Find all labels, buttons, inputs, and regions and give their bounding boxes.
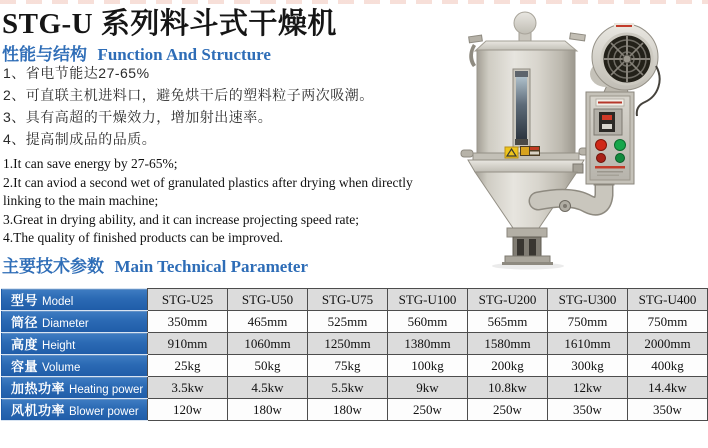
table-cell: 200kg <box>468 355 548 377</box>
temperature-display <box>594 109 622 135</box>
function-heading-en: Function And Structure <box>97 45 271 64</box>
function-list-zh <box>3 62 374 150</box>
table-cell: 350w <box>628 399 708 421</box>
table-row <box>2 311 708 333</box>
table-cell: STG-U75 <box>308 289 388 311</box>
table-cell: 250w <box>388 399 468 421</box>
parameter-section-heading <box>2 252 308 277</box>
hopper-dryer-illustration <box>428 0 708 272</box>
lid-knob <box>514 12 536 44</box>
table-cell: 565mm <box>468 311 548 333</box>
table-cell: 1250mm <box>308 333 388 355</box>
table-cell: 9kw <box>388 377 468 399</box>
table-cell: 1610mm <box>548 333 628 355</box>
outlet-base <box>502 228 553 265</box>
table-cell: 100kg <box>388 355 468 377</box>
green-button <box>615 140 626 151</box>
table-cell: STG-U50 <box>228 289 308 311</box>
list-item: 3.Great in drying ability, and it can increase projecting speed rate; <box>3 211 359 227</box>
product-photo <box>428 0 708 272</box>
table-cell: 75kg <box>308 355 388 377</box>
parameter-table-body <box>2 289 708 421</box>
sight-glass-window <box>513 69 530 147</box>
table-cell: STG-U300 <box>548 289 628 311</box>
table-cell: 2000mm <box>628 333 708 355</box>
table-row <box>2 289 708 311</box>
table-row <box>2 355 708 377</box>
table-cell: 750mm <box>628 311 708 333</box>
table-cell: 560mm <box>388 311 468 333</box>
table-cell: STG-U400 <box>628 289 708 311</box>
parameter-heading-zh: 主要技术参数 <box>2 257 104 276</box>
table-cell: STG-U25 <box>148 289 228 311</box>
parameter-table <box>1 288 708 421</box>
table-cell: 120w <box>148 399 228 421</box>
list-item: 1、省电节能达27-65% <box>3 65 150 81</box>
function-list-en <box>3 155 435 248</box>
table-row <box>2 399 708 421</box>
page-title: STG-U 系列料斗式干燥机 <box>2 8 337 40</box>
table-cell: 350w <box>548 399 628 421</box>
table-cell: 1580mm <box>468 333 548 355</box>
table-cell: STG-U200 <box>468 289 548 311</box>
parameter-heading-en: Main Technical Parameter <box>114 257 309 276</box>
table-cell: 250w <box>468 399 548 421</box>
list-item: 2、可直联主机进料口，避免烘干后的塑料粒子两次吸潮。 <box>3 87 374 103</box>
table-cell: 525mm <box>308 311 388 333</box>
table-cell: 5.5kw <box>308 377 388 399</box>
row-label: 加热功率 Heating power <box>2 377 148 399</box>
list-item: 4.The quality of finished products can be improved. <box>3 230 284 245</box>
table-cell: 14.4kw <box>628 377 708 399</box>
table-row <box>2 333 708 355</box>
red-button <box>596 140 607 151</box>
table-cell: 1060mm <box>228 333 308 355</box>
row-label: 型号 Model <box>2 289 148 311</box>
list-item: 3、具有高超的干燥效力，增加射出速率。 <box>3 109 273 125</box>
row-label: 高度 Height <box>2 333 148 355</box>
table-cell: 3.5kw <box>148 377 228 399</box>
red-button-small <box>597 154 606 163</box>
row-label: 容量 Volume <box>2 355 148 377</box>
list-item: 4、提高制成品的品质。 <box>3 131 157 147</box>
list-item: 2.It can aviod a second wet of granulated plastics after drying when directly linking to the main machine; <box>3 174 413 208</box>
table-cell: 4.5kw <box>228 377 308 399</box>
lid-latch-hook <box>469 44 476 67</box>
table-cell: STG-U100 <box>388 289 468 311</box>
table-cell: 400kg <box>628 355 708 377</box>
green-button-small <box>616 154 625 163</box>
row-label: 筒径 Diameter <box>2 311 148 333</box>
list-item: 1.It can save energy by 27-65%; <box>3 156 178 171</box>
table-cell: 750mm <box>548 311 628 333</box>
row-label: 风机功率 Blower power <box>2 399 148 421</box>
table-cell: 10.8kw <box>468 377 548 399</box>
table-cell: 12kw <box>548 377 628 399</box>
table-cell: 180w <box>308 399 388 421</box>
table-cell: 465mm <box>228 311 308 333</box>
table-cell: 25kg <box>148 355 228 377</box>
table-cell: 50kg <box>228 355 308 377</box>
table-row <box>2 377 708 399</box>
table-cell: 180w <box>228 399 308 421</box>
table-cell: 350mm <box>148 311 228 333</box>
fan-grille-icon <box>602 34 652 84</box>
blower-label <box>614 23 634 29</box>
control-box-label <box>596 99 624 106</box>
table-cell: 910mm <box>148 333 228 355</box>
table-cell: 1380mm <box>388 333 468 355</box>
table-cell: 300kg <box>548 355 628 377</box>
function-heading-zh: 性能与结构 <box>2 45 87 64</box>
control-box <box>586 92 634 184</box>
